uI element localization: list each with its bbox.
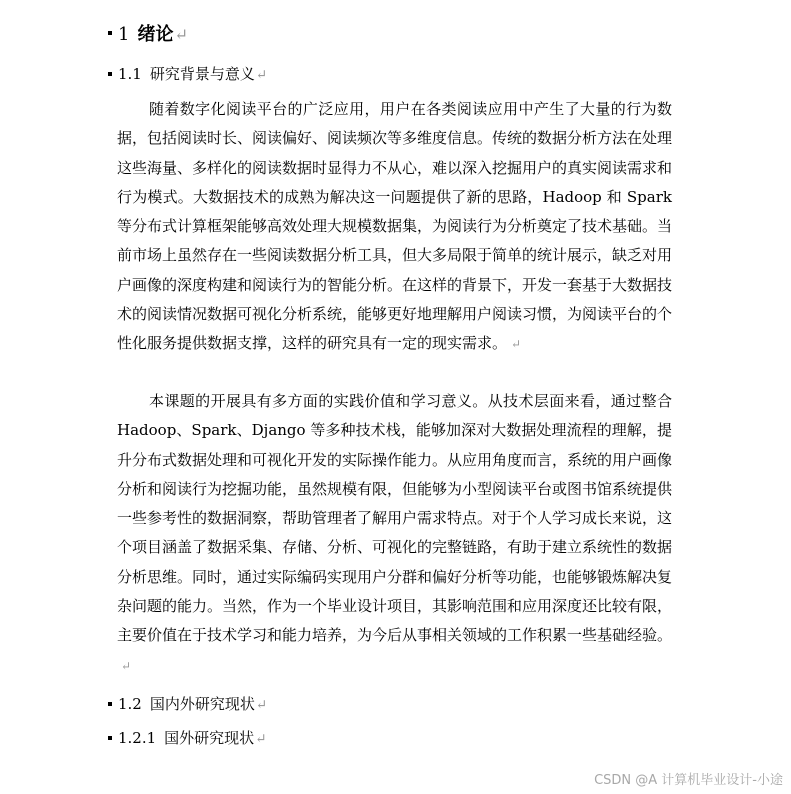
paragraph-text: 本课题的开展具有多方面的实践价值和学习意义。从技术层面来看，通过整合 Hadoop、Spark、Django 等多种技术栈，能够加深对大数据处理流程的理解，提升分布式数据处理和可视化开发的实际操作能力。从应用角度而言，系统的用户画像分析和阅读行为挖掘功能，虽然规模有限，但能够为小型阅读平台或图书馆系统提供一些参考性的数据洞察，帮助管理者了解用户需求特点。对于个人学习成长来说，这个项目涵盖了数据采集、存储、分析、可视化的完整链路，有助于建立系统性的数据分析思维。同时，通过实际编码实现用户分群和偏好分析等功能，也能够锻炼解决复杂问题的能力。当然，作为一个毕业设计项目，其影响范围和应用深度还比较有限，主要价值在于技术学习和能力培养，为今后从事相关领域的工作积累一些基础经验。 <box>117 392 673 645</box>
heading-bullet <box>108 702 112 706</box>
chapter-number: 1 <box>118 24 130 45</box>
paragraph-mark-icon: ↵ <box>174 25 189 44</box>
csdn-watermark: CSDN @A 计算机毕业设计-小途 <box>594 773 783 788</box>
body-paragraph-2 <box>117 387 672 681</box>
section-title: 国内外研究现状 <box>149 695 255 713</box>
section-number: 1.2.1 <box>118 729 157 747</box>
paragraph-mark-icon: ↵ <box>255 67 268 83</box>
heading-bullet <box>108 72 112 76</box>
paragraph-mark-icon: ↵ <box>255 731 267 747</box>
section-title: 国外研究现状 <box>164 729 255 747</box>
section-heading-1-2 <box>108 693 267 714</box>
section-title: 研究背景与意义 <box>149 65 255 83</box>
paragraph-text: 随着数字化阅读平台的广泛应用，用户在各类阅读应用中产生了大量的行为数据，包括阅读时长、阅读偏好、阅读频次等多维度信息。传统的数据分析方法在处理这些海量、多样化的阅读数据时显得力不从心，难以深入挖掘用户的真实阅读需求和行为模式。大数据技术的成熟为解决这一问题提供了新的思路，Hadoop 和 Spark 等分布式计算框架能够高效处理大规模数据集，为阅读行为分析奠定了技术基础。当前市场上虽然存在一些阅读数据分析工具，但大多局限于简单的统计展示，缺乏对用户画像的深度构建和阅读行为的智能分析。在这样的背景下，开发一套基于大数据技术的阅读情况数据可视化分析系统，能够更好地理解用户阅读习惯，为阅读平台的个性化服务提供数据支撑，这样的研究具有一定的现实需求。 <box>117 100 673 353</box>
section-number: 1.1 <box>118 65 142 83</box>
section-heading-1-2-1 <box>108 727 267 748</box>
paragraph-mark-icon: ↵ <box>511 337 522 352</box>
chapter-title: 绪论 <box>137 24 174 45</box>
heading-bullet <box>108 31 112 35</box>
paragraph-mark-icon: ↵ <box>121 658 132 673</box>
paragraph-mark-icon: ↵ <box>255 697 268 713</box>
body-paragraph-1 <box>117 95 672 360</box>
heading-bullet <box>108 736 112 740</box>
chapter-heading <box>108 20 188 46</box>
section-heading-1-1 <box>108 63 267 84</box>
section-number: 1.2 <box>118 695 142 713</box>
